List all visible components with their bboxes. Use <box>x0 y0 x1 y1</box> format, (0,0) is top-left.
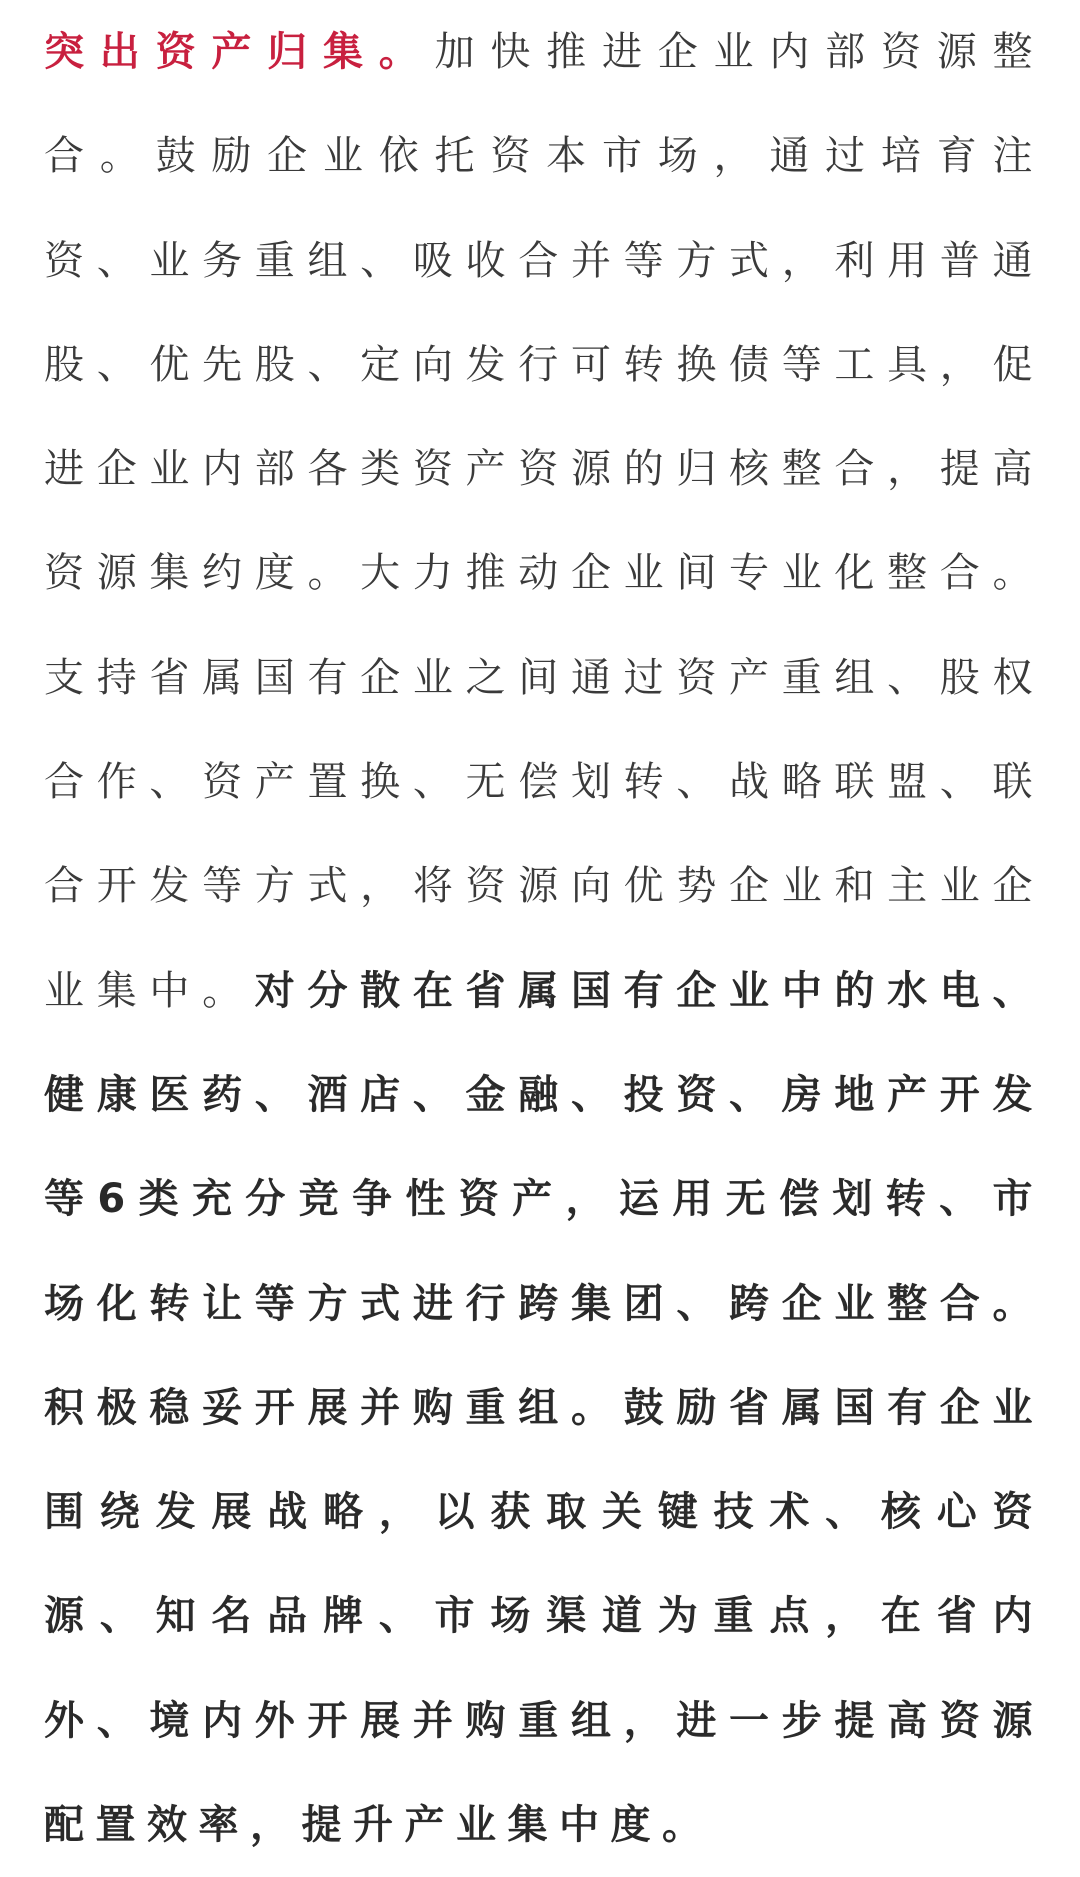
article-body <box>44 0 1044 1877</box>
article-paragraph <box>44 0 1044 1877</box>
article-text-regular: 加快推进企业内部资源整合。鼓励企业依托资本市场，通过培育注资、业务重组、吸收合并等方式，利用普通股、优先股、定向发行可转换债等工具，促进企业内部各类资产资源的归核整合，提高资源集约度。大力推动企业间专业化整合。支持省属国有企业之间通过资产重组、股权合作、资产置换、无偿划转、战略联盟、联合开发等方式，将资源向优势企业和主业企业集中。 <box>44 29 1045 1014</box>
article-text-bold: 对分散在省属国有企业中的水电、健康医药、酒店、金融、投资、房地产开发等6类充分竞争性资产，运用无偿划转、市场化转让等方式进行跨集团、跨企业整合。积极稳妥开展并购重组。鼓励省属国有企业围绕发展战略，以获取关键技术、核心资源、知名品牌、市场渠道为重点，在省内外、境内外开展并购重组，进一步提高资源配置效率，提升产业集中度。 <box>44 967 1045 1849</box>
lead-heading: 突出资产归集。 <box>44 29 435 75</box>
